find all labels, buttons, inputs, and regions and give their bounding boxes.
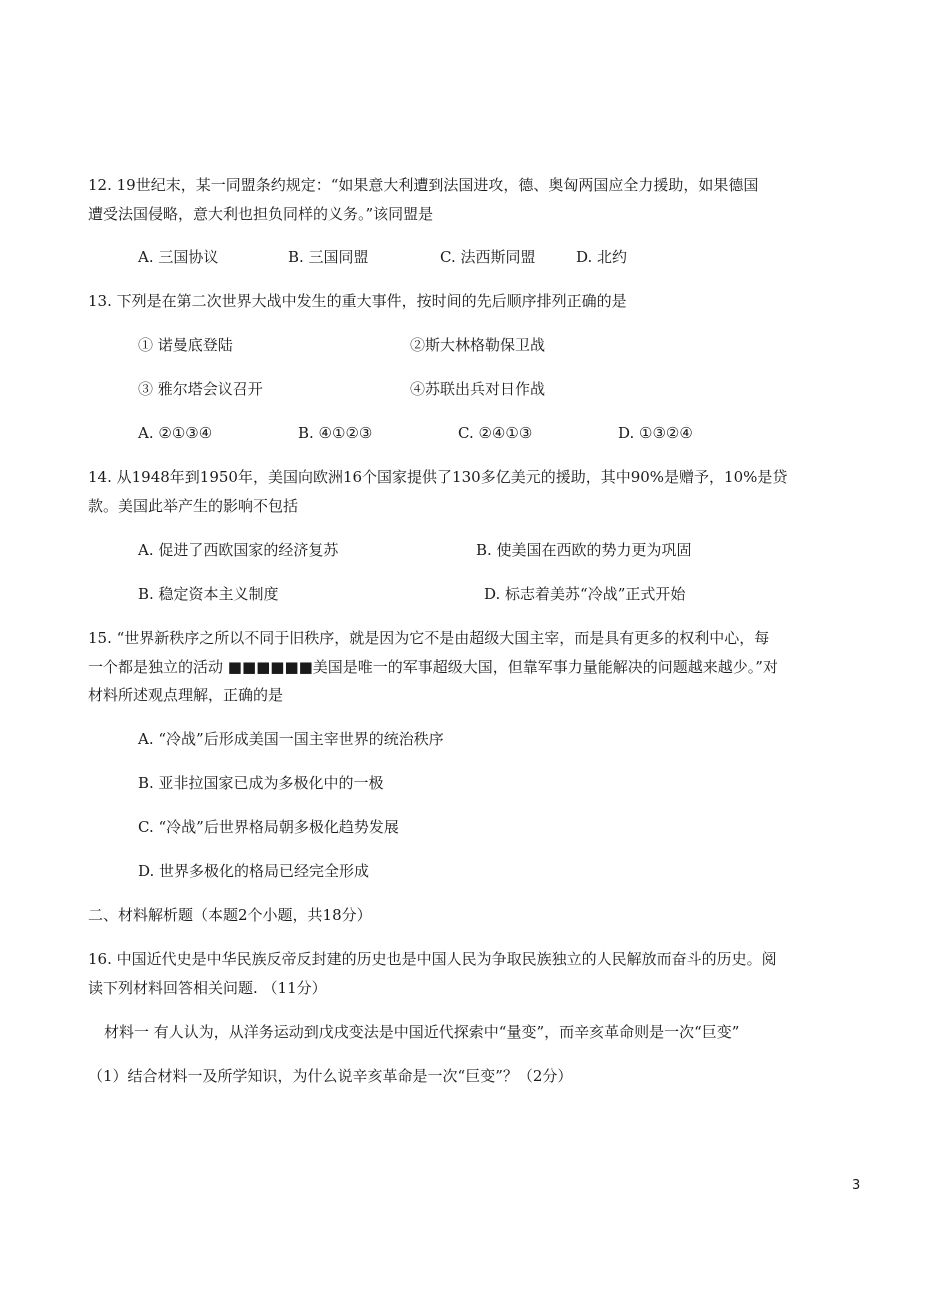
q13-option-c: C. ②④①③ (458, 424, 533, 442)
q15-option-d: D. 世界多极化的格局已经完全形成 (138, 862, 370, 880)
q15-option-c: C. “冷战”后世界格局朝多极化趋势发展 (138, 818, 399, 836)
q14-option-b: B. 使美国在西欧的势力更为巩固 (476, 541, 692, 559)
q12-option-a: A. 三国协议 (138, 248, 219, 266)
q16-stem-line2: 读下列材料回答相关问题. （11分） (88, 979, 327, 997)
q13-event-1: ① 诺曼底登陆 (138, 336, 233, 354)
q15-option-a: A. “冷战”后形成美国一国主宰世界的统治秩序 (138, 730, 444, 748)
q15-stem-line1: 15. “世界新秩序之所以不同于旧秩序，就是因为它不是由超级大国主宰，而是具有更多的权利中心，每 (88, 629, 770, 647)
page-number: 3 (852, 1178, 861, 1193)
q14-option-d: D. 标志着美苏“冷战”正式开始 (484, 585, 686, 603)
q14-option-a: A. 促进了西欧国家的经济复苏 (138, 541, 339, 559)
q15-stem-line3: 材料所述观点理解，正确的是 (88, 686, 284, 704)
q13-option-d: D. ①③②④ (618, 424, 693, 442)
q16-material-1: 材料一 有人认为，从洋务运动到戊戌变法是中国近代探索中“量变”，而辛亥革命则是一次“巨变” (104, 1023, 740, 1041)
q13-stem: 13. 下列是在第二次世界大战中发生的重大事件，按时间的先后顺序排列正确的是 (88, 292, 627, 310)
q16-stem-line1: 16. 中国近代史是中华民族反帝反封建的历史也是中国人民为争取民族独立的人民解放而奋斗的历史。阅 (88, 950, 777, 968)
q15-option-b: B. 亚非拉国家已成为多极化中的一极 (138, 774, 384, 792)
q12-stem-line2: 遭受法国侵略，意大利也担负同样的义务。”该同盟是 (88, 205, 434, 223)
q14-stem-line1: 14. 从1948年到1950年，美国向欧洲16个国家提供了130多亿美元的援助，其中90%是赠予，10%是贷 (88, 468, 788, 486)
q16-subquestion-1: （1）结合材料一及所学知识，为什么说辛亥革命是一次“巨变”？（2分） (88, 1067, 573, 1085)
q13-event-4: ④苏联出兵对日作战 (410, 380, 546, 398)
q13-option-a: A. ②①③④ (138, 424, 213, 442)
q13-event-3: ③ 雅尔塔会议召开 (138, 380, 263, 398)
q12-option-d: D. 北约 (576, 248, 628, 266)
q12-stem-line1: 12. 19世纪末，某一同盟条约规定：“如果意大利遭到法国进攻，德、奥匈两国应全力援助，如果德国 (88, 176, 759, 194)
q12-option-b: B. 三国同盟 (288, 248, 369, 266)
q15-stem-line2: 一个都是独立的活动 ■■■■■■美国是唯一的军事超级大国，但靠军事力量能解决的问题越来越少。”对 (88, 658, 778, 676)
q13-option-b: B. ④①②③ (298, 424, 373, 442)
q12-option-c: C. 法西斯同盟 (440, 248, 536, 266)
section2-heading: 二、材料解析题（本题2个小题，共18分） (88, 906, 372, 924)
q13-event-2: ②斯大林格勒保卫战 (410, 336, 546, 354)
q14-option-c: B. 稳定资本主义制度 (138, 585, 279, 603)
q14-stem-line2: 款。美国此举产生的影响不包括 (88, 497, 299, 515)
